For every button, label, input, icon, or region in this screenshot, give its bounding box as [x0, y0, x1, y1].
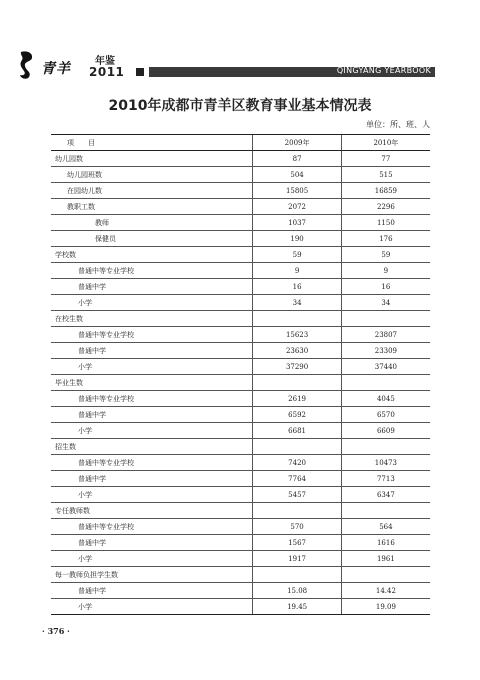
table-row	[51, 151, 430, 167]
table-row	[51, 455, 430, 471]
table-row	[51, 439, 430, 455]
table-row	[51, 535, 430, 551]
value-2010	[341, 311, 430, 327]
value-2009: 7420	[253, 455, 341, 471]
value-2009: 9	[253, 263, 341, 279]
value-2010: 23807	[341, 327, 430, 343]
value-2009: 15.08	[253, 583, 341, 599]
header-banner	[149, 67, 435, 77]
value-2010: 7713	[341, 471, 430, 487]
value-2010: 6570	[341, 407, 430, 423]
value-2010: 37440	[341, 359, 430, 375]
row-label: 学校数	[51, 247, 253, 263]
row-label: 普通中学	[51, 407, 253, 423]
value-2009: 34	[253, 295, 341, 311]
table-row	[51, 231, 430, 247]
value-2010	[341, 439, 430, 455]
table-row	[51, 343, 430, 359]
value-2010	[341, 503, 430, 519]
table-row	[51, 503, 430, 519]
value-2010: 9	[341, 263, 430, 279]
value-2010: 1616	[341, 535, 430, 551]
row-label: 小学	[51, 295, 253, 311]
value-2009: 504	[253, 167, 341, 183]
value-2009: 19.45	[253, 599, 341, 615]
logo-square-icon	[136, 68, 144, 76]
value-2010: 16	[341, 279, 430, 295]
value-2010: 59	[341, 247, 430, 263]
value-2009	[253, 503, 341, 519]
row-label: 在校生数	[51, 311, 253, 327]
value-2009: 190	[253, 231, 341, 247]
value-2009: 15623	[253, 327, 341, 343]
value-2009: 59	[253, 247, 341, 263]
value-2010: 16859	[341, 183, 430, 199]
row-label: 普通中学	[51, 583, 253, 599]
table-row	[51, 295, 430, 311]
row-label: 普通中学	[51, 471, 253, 487]
table-row	[51, 551, 430, 567]
table-row	[51, 487, 430, 503]
table-row	[51, 247, 430, 263]
value-2009: 16	[253, 279, 341, 295]
value-2010: 34	[341, 295, 430, 311]
row-label: 普通中学	[51, 279, 253, 295]
banner-text: QINGYANG YEARBOOK	[336, 66, 431, 75]
value-2010: 14.42	[341, 583, 430, 599]
page-header	[15, 50, 435, 82]
row-label: 小学	[51, 599, 253, 615]
value-2010: 515	[341, 167, 430, 183]
value-2010: 1961	[341, 551, 430, 567]
education-stats-table	[51, 134, 430, 615]
table-row	[51, 471, 430, 487]
value-2010: 2296	[341, 199, 430, 215]
row-label: 小学	[51, 423, 253, 439]
row-label: 招生数	[51, 439, 253, 455]
column-header-2009: 2009年	[253, 135, 341, 151]
value-2010: 10473	[341, 455, 430, 471]
value-2009: 23630	[253, 343, 341, 359]
logo-year-text: 2011	[89, 65, 125, 79]
value-2010: 1150	[341, 215, 430, 231]
table-row	[51, 423, 430, 439]
value-2010: 176	[341, 231, 430, 247]
value-2009	[253, 567, 341, 583]
table-row	[51, 519, 430, 535]
row-label: 普通中等专业学校	[51, 455, 253, 471]
table-row	[51, 167, 430, 183]
row-label: 专任教师数	[51, 503, 253, 519]
table-row	[51, 183, 430, 199]
row-label: 在园幼儿数	[51, 183, 253, 199]
value-2010: 564	[341, 519, 430, 535]
row-label: 普通中学	[51, 535, 253, 551]
table-row	[51, 583, 430, 599]
logo-qingyang-text: 青羊	[41, 61, 71, 77]
value-2009: 15805	[253, 183, 341, 199]
value-2010: 6609	[341, 423, 430, 439]
value-2010: 23309	[341, 343, 430, 359]
value-2009: 1037	[253, 215, 341, 231]
value-2009	[253, 375, 341, 391]
value-2010: 6347	[341, 487, 430, 503]
page-title: 2010年成都市青羊区教育事业基本情况表	[108, 98, 372, 114]
table-header-row	[51, 135, 430, 151]
column-header-2010: 2010年	[341, 135, 430, 151]
value-2009: 6681	[253, 423, 341, 439]
value-2009: 6592	[253, 407, 341, 423]
row-label: 普通中等专业学校	[51, 519, 253, 535]
row-label: 小学	[51, 551, 253, 567]
table-row	[51, 199, 430, 215]
row-label: 教师	[51, 215, 253, 231]
table-row	[51, 567, 430, 583]
value-2009	[253, 439, 341, 455]
column-header-item: 项 目	[51, 135, 253, 151]
value-2009: 1567	[253, 535, 341, 551]
row-label: 每一教师负担学生数	[51, 567, 253, 583]
row-label: 毕业生数	[51, 375, 253, 391]
value-2010: 4045	[341, 391, 430, 407]
value-2009: 7764	[253, 471, 341, 487]
value-2009: 2072	[253, 199, 341, 215]
row-label: 小学	[51, 359, 253, 375]
value-2010: 19.09	[341, 599, 430, 615]
table-row	[51, 375, 430, 391]
unit-label: 单位：所、班、人	[366, 120, 430, 129]
page-number: · 376 ·	[42, 626, 70, 636]
table-row	[51, 359, 430, 375]
table-row	[51, 599, 430, 615]
value-2010	[341, 375, 430, 391]
row-label: 普通中等专业学校	[51, 263, 253, 279]
row-label: 小学	[51, 487, 253, 503]
table-row	[51, 327, 430, 343]
value-2010	[341, 567, 430, 583]
table-row	[51, 215, 430, 231]
brush-logo-icon	[15, 50, 37, 80]
table-row	[51, 279, 430, 295]
value-2009: 2619	[253, 391, 341, 407]
table-row	[51, 311, 430, 327]
row-label: 教职工数	[51, 199, 253, 215]
value-2009: 5457	[253, 487, 341, 503]
value-2009	[253, 311, 341, 327]
logo-nianjian-text: 年鉴	[95, 56, 115, 67]
table-row	[51, 263, 430, 279]
table-row	[51, 391, 430, 407]
row-label: 幼儿园数	[51, 151, 253, 167]
value-2009: 1917	[253, 551, 341, 567]
row-label: 普通中等专业学校	[51, 391, 253, 407]
value-2009: 570	[253, 519, 341, 535]
row-label: 幼儿园班数	[51, 167, 253, 183]
table-row	[51, 407, 430, 423]
value-2009: 87	[253, 151, 341, 167]
row-label: 普通中学	[51, 343, 253, 359]
value-2010: 77	[341, 151, 430, 167]
row-label: 普通中等专业学校	[51, 327, 253, 343]
row-label: 保健员	[51, 231, 253, 247]
value-2009: 37290	[253, 359, 341, 375]
